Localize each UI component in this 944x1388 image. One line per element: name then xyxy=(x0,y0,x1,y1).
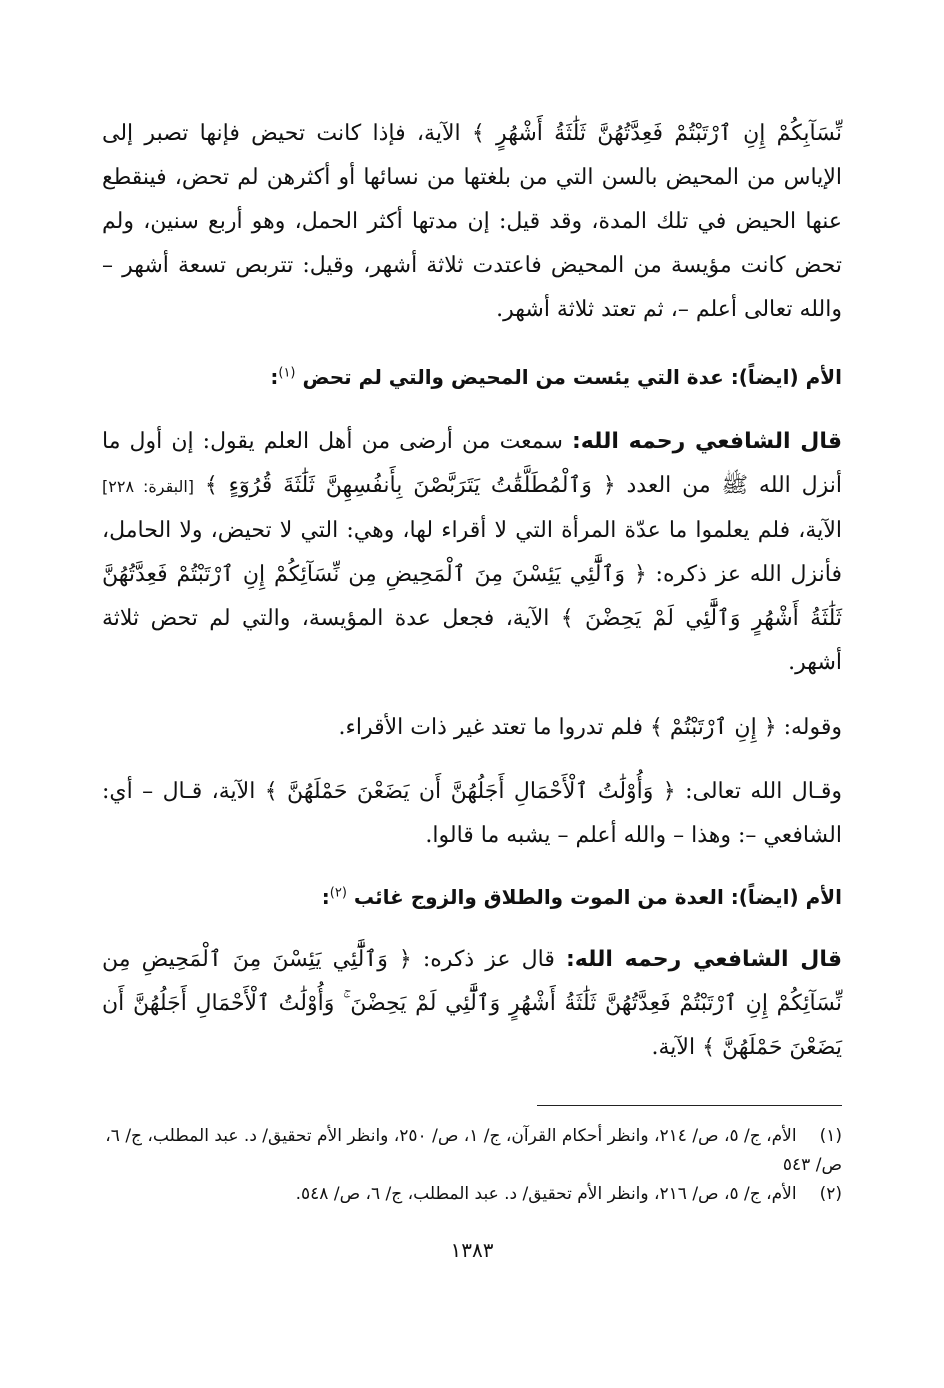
page-number: ١٣٨٣ xyxy=(450,1238,494,1262)
section-heading-1 xyxy=(102,362,842,392)
footnotes xyxy=(102,1122,842,1209)
footnote-2-text: الأم، ج/ ٥، ص/ ٢١٦، وانظر الأم تحقيق/ د. عبد المطلب، ج/ ٦، ص/ ٥٤٨. xyxy=(295,1184,797,1204)
paragraph-5-lead: قال الشافعي رحمه الله: xyxy=(565,947,843,972)
footnote-divider xyxy=(537,1105,842,1106)
section-heading-1-text: الأم (ايضاً): عدة التي يئست من المحيض والتي لم تحض xyxy=(302,365,842,389)
paragraph-3-text: وقوله: ﴿ إِنِ ٱرْتَبْتُمْ ﴾ فلم تدروا ما تعتد غير ذات الأقراء. xyxy=(338,715,842,740)
paragraph-2 xyxy=(102,420,842,685)
paragraph-2-text-a: سمعت من أرضى من أهل العلم يقول: إن أول ما أنزل الله ﷺ من العدد ﴿ وَٱلْمُطَلَّقَٰتُ يَتَرَبَّصْنَ بِأَنفُسِهِنَّ ثَلَٰثَةَ قُرُوٓءٍ ﴾ xyxy=(102,429,842,498)
quran-citation: [البقرة: ٢٢٨] xyxy=(102,477,195,496)
section-heading-2-text: الأم (ايضاً): العدة من الموت والطلاق والزوج غائب xyxy=(353,885,842,909)
paragraph-4 xyxy=(102,770,842,858)
footnote-2 xyxy=(102,1180,842,1209)
paragraph-5 xyxy=(102,938,842,1070)
paragraph-1-text: نِّسَآبِكُمْ إِنِ ٱرْتَبْتُمْ فَعِدَّتُهُنَّ ثَلَٰثَةُ أَشْهُرٍ ﴾ الآية، فإذا كانت تحيض فإنها تصبر إلى الإياس من المحيض بالسن التي من بلغتها من نسائها أو أكثرهن لم تحض، فينقطع عنها الحيض في تلك المدة، وقد قيل: إن مدتها أكثر الحمل، وهو أربع سنين، ولم تحض كانت مؤيسة من المحيض فاعتدت ثلاثة أشهر، وقيل: تتربص تسعة أشهر – والله تعالى أعلم –، ثم تعتد ثلاثة أشهر. xyxy=(102,121,842,322)
footnote-1-text: الأم، ج/ ٥، ص/ ٢١٤، وانظر أحكام القرآن، ج/ ١، ص/ ٢٥٠، وانظر الأم تحقيق/ د. عبد المطلب، ج/ ٦، ص/ ٥٤٣ xyxy=(105,1126,842,1175)
section-heading-2 xyxy=(102,882,842,912)
footnote-ref-1[interactable]: (١) xyxy=(278,365,296,381)
paragraph-4-text: وقـال الله تعالى: ﴿ وَأُوْلَٰتُ ٱلْأَحْمَالِ أَجَلُهُنَّ أَن يَضَعْنَ حَمْلَهُنَّ ﴾ الآية، قـال – أي: الشافعي –: وهذا – والله أعلم – يشبه ما قالوا. xyxy=(102,779,842,848)
footnote-1-number: (١) xyxy=(819,1126,842,1146)
footnote-1 xyxy=(102,1122,842,1180)
footnote-ref-2[interactable]: (٢) xyxy=(329,885,347,901)
paragraph-5-text: قال عز ذكره: ﴿ وَٱلَّٰٓئِي يَئِسْنَ مِنَ ٱلْمَحِيضِ مِن نِّسَآئِكُمْ إِنِ ٱرْتَبْتُمْ فَعِدَّتُهُنَّ ثَلَٰثَةُ أَشْهُرٍ وَٱلَّٰٓئِي لَمْ يَحِضْنَ ۚ وَأُوْلَٰتُ ٱلْأَحْمَالِ أَجَلُهُنَّ أَن يَضَعْنَ حَمْلَهُنَّ ﴾ الآية. xyxy=(102,947,842,1060)
paragraph-2-text-b: الآية، فلم يعلموا ما عدّة المرأة التي لا أقراء لها، وهي: التي لا تحيض، ولا الحامل، فأنزل الله عز ذكره: ﴿ وَٱلَّٰٓئِي يَئِسْنَ مِنَ ٱلْمَحِيضِ مِن نِّسَآئِكُمْ إِنِ ٱرْتَبْتُمْ فَعِدَّتُهُنَّ ثَلَٰثَةُ أَشْهُرٍ وَٱلَّٰٓئِي لَمْ يَحِضْنَ ﴾ الآية، فجعل عدة المؤيسة، والتي لم تحض ثلاثة أشهر. xyxy=(102,518,842,675)
heading-2-colon: : xyxy=(321,885,330,909)
footnote-2-number: (٢) xyxy=(819,1184,842,1204)
paragraph-2-lead: قال الشافعي رحمه الله: xyxy=(572,429,842,454)
heading-1-colon: : xyxy=(270,365,279,389)
paragraph-1 xyxy=(102,112,842,332)
paragraph-3 xyxy=(102,706,842,750)
